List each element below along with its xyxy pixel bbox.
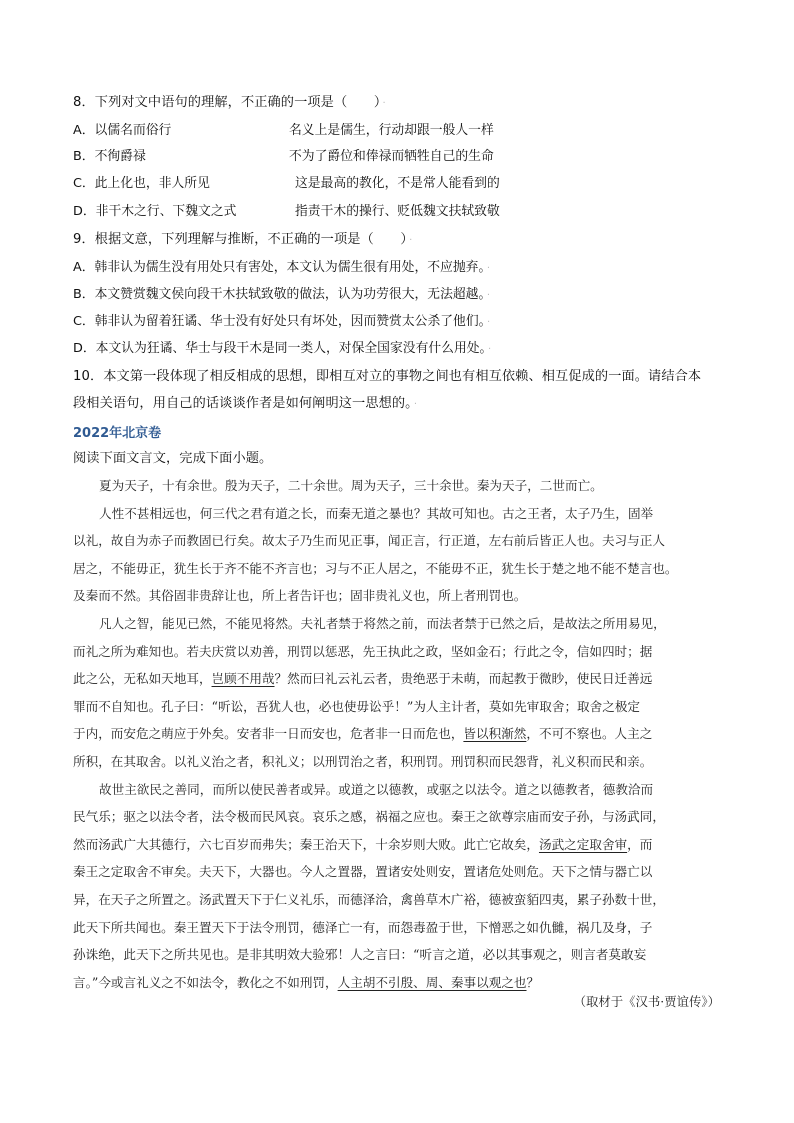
passage-p2-line-4: 及秦而不然。其俗固非贵辞让也，所上者告讦也；固非贵礼义也，所上者刑罚也。 (73, 588, 527, 604)
passage-p4-line-7: 孙诛绝，此天下之所共见也。是非其明效大验邪！人之言曰：“听言之道，必以其事观之，则言者莫敢妄 (73, 947, 647, 963)
passage-p3-line-1: 凡人之智，能见已然，不能见将然。夫礼者禁于将然之前，而法者禁于已然之后，是故法之所用易见， (99, 615, 666, 631)
question-8-option-c: C．此上化也，非人所见 这是最高的教化，不是常人能看到的 (73, 176, 500, 191)
passage-p4-line-1: 故世主欲民之善同，而所以使民善者或异。或道之以德教，或驱之以法令。道之以德教者，德教洽而 (99, 781, 654, 797)
question-8-stem: 8．下列对文中语句的理解，不正确的一项是（ ） · (73, 95, 386, 110)
question-8-option-b: B．不徇爵禄 不为了爵位和俸禄而牺牲自己的生命 (73, 149, 494, 164)
passage-p4-line-2: 民气乐；驱之以法令者，法令极而民风哀。哀乐之感，祸福之应也。秦王之欲尊宗庙而安子孙，与汤武同， (73, 809, 665, 825)
underlined-phrase-1: 岂顾不用哉 (211, 671, 275, 687)
passage-p3-line-5: 于内，而安危之萌应于外矣。安者非一日而安也，危者非一日而危也，皆以积渐然，不可不察也。人主之 (73, 726, 653, 742)
underlined-phrase-4: 人主胡不引殷、周、秦事以观之也 (337, 974, 527, 990)
passage-source: （取材于《汉书·贾谊传》） (573, 994, 720, 1009)
section-title: 2022年北京卷 (73, 426, 162, 441)
question-9-option-d: D．本文认为狂谲、华士与段干木是同一类人，对保全国家没有什么用处。 · (73, 341, 492, 356)
passage-p2-line-3: 居之，不能毋正，犹生长于齐不能不齐言也；习与不正人居之，不能毋不正，犹生长于楚之地不能不楚言也。 (73, 560, 678, 576)
question-9-stem: 9．根据文意，下列理解与推断，不正确的一项是（ ） · (73, 232, 413, 247)
passage-p3-line-4: 罪而不自知也。孔子曰：“听讼，吾犹人也，必也使毋讼乎！”为人主计者，莫如先审取舍；取舍之极定 (73, 698, 641, 714)
passage-p4-line-8: 言。”今或言礼义之不如法令，教化之不如刑罚，人主胡不引殷、周、秦事以观之也？ (73, 974, 540, 990)
passage-p3-line-2: 而礼之所为难知也。若夫庆赏以劝善，刑罚以惩恶，先王执此之政，坚如金石；行此之令，信如四时；据 (73, 643, 653, 659)
passage-p4-line-4: 秦王之定取舍不审矣。夫天下，大器也。今人之置器，置诸安处则安，置诸危处则危。天下之情与器亡以 (73, 864, 653, 880)
question-10-line-1: 10．本文第一段体现了相反相成的思想，即相互对立的事物之间也有相互依赖、相互促成的一面。请结合本 (73, 369, 702, 384)
classical-passage (73, 472, 733, 996)
passage-p2-line-1: 人性不甚相远也，何三代之君有道之长，而秦无道之暴也？其故可知也。古之王者，太子乃生，固举 (99, 505, 654, 521)
reading-instruction: 阅读下面文言文，完成下面小题。 (73, 451, 273, 466)
passage-p3-line-6: 所积，在其取舍。以礼义治之者，积礼义；以刑罚治之者，积刑罚。刑罚积而民怨背，礼义积而民和亲。 (73, 753, 653, 769)
underlined-phrase-3: 汤武之定取舍审 (538, 836, 628, 852)
question-9-option-b: B．本文赞赏魏文侯向段干木扶轼致敬的做法，认为功劳很大，无法超越。 · (73, 287, 491, 302)
passage-p4-line-3: 然而汤武广大其德行，六七百岁而弗失；秦王治天下，十余岁则大败。此亡它故矣，汤武之定取舍审，而 (73, 836, 653, 852)
question-9-option-a: A．韩非认为儒生没有用处只有害处，本文认为儒生很有用处，不应抛弃。 · (73, 260, 491, 275)
passage-p4-line-5: 异，在天子之所置之。汤武置天下于仁义礼乐，而德泽洽，禽兽草木广裕，德被蛮貊四夷，累子孙数十世， (73, 891, 665, 907)
question-8-option-d: D．非干木之行、下魏文之式 指责干木的操行、贬低魏文扶轼致敬 (73, 204, 500, 219)
question-10-line-2: 段相关语句，用自己的话谈谈作者是如何阐明这一思想的。 · (73, 396, 418, 411)
passage-p1-line-1: 夏为天子，十有余世。殷为天子，二十余世。周为天子，三十余世。秦为天子，二世而亡。 (99, 478, 603, 493)
passage-p3-line-3: 此之公，无私如天地耳，岂顾不用哉？然而曰礼云礼云者，贵绝恶于未萌，而起教于微眇，使民日迁善远 (73, 671, 653, 687)
question-8-option-a: A．以儒名而俗行 名义上是儒生，行动却跟一般人一样 (73, 123, 494, 138)
passage-p2-line-2: 以礼，故自为赤子而教固已行矣。故太子乃生而见正事，闻正言，行正道，左右前后皆正人也。夫习与正人 (73, 533, 665, 549)
underlined-phrase-2: 皆以积渐然 (463, 726, 527, 742)
passage-p4-line-6: 此天下所共闻也。秦王置天下于法令刑罚，德泽亡一有，而怨毒盈于世，下憎恶之如仇雠，祸几及身，子 (73, 919, 653, 935)
question-9-option-c: C．韩非认为留着狂谲、华士没有好处只有坏处，因而赞赏太公杀了他们。 · (73, 314, 491, 329)
